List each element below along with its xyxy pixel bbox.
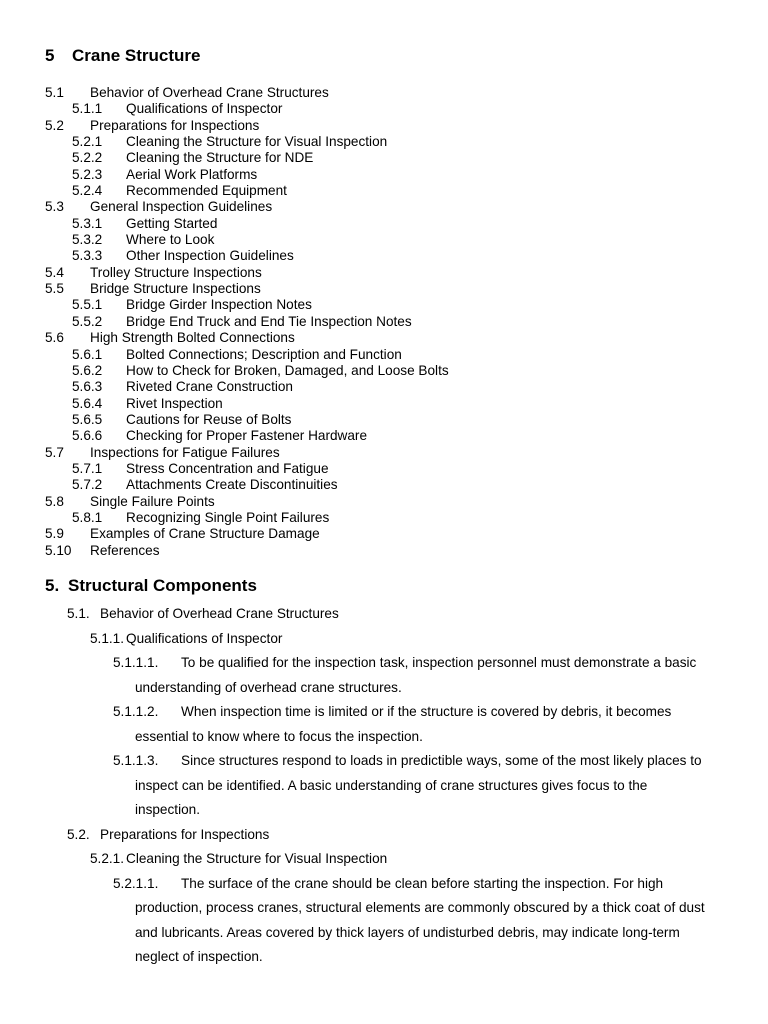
toc-entry-title: Stress Concentration and Fatigue bbox=[126, 460, 329, 476]
section-heading bbox=[45, 576, 257, 596]
toc-entry-title: How to Check for Broken, Damaged, and Loose Bolts bbox=[126, 362, 449, 378]
toc-entry-number: 5.7 bbox=[45, 444, 64, 460]
toc-entry-title: Other Inspection Guidelines bbox=[126, 248, 294, 264]
subsubsection-title: Qualifications of Inspector bbox=[126, 631, 283, 646]
toc-entry-number: 5.7.1 bbox=[72, 460, 103, 476]
toc-entry-number: 5.8 bbox=[45, 493, 64, 509]
toc-entry-number: 5.1.1 bbox=[72, 101, 103, 117]
paragraph-first-line bbox=[113, 876, 663, 891]
toc-entry-number: 5.7.2 bbox=[72, 477, 103, 493]
toc-heading-title: Crane Structure bbox=[72, 46, 201, 65]
toc-entry-title: Rivet Inspection bbox=[126, 395, 223, 411]
toc-entry-number: 5.3.3 bbox=[72, 248, 103, 264]
subsubsection-heading bbox=[90, 631, 282, 646]
paragraph-text: The surface of the crane should be clean before starting the inspection. For high bbox=[181, 876, 664, 891]
paragraph-line: neglect of inspection. bbox=[135, 949, 263, 964]
toc-entry-title: Single Failure Points bbox=[90, 493, 215, 509]
paragraph-line: production, process cranes, structural elements are commonly obscured by a thick coat of dust bbox=[135, 900, 705, 915]
paragraph-line: and lubricants. Areas covered by thick layers of undisturbed debris, may indicate long-term bbox=[135, 925, 680, 940]
toc-entry-title: Examples of Crane Structure Damage bbox=[90, 526, 320, 542]
paragraph-number: 5.1.1.2. bbox=[113, 704, 159, 719]
toc-entry-number: 5.3.2 bbox=[72, 232, 103, 248]
toc-entry-title: Bridge Structure Inspections bbox=[90, 281, 261, 297]
toc-entry-title: Cleaning the Structure for Visual Inspection bbox=[126, 134, 388, 150]
paragraph-first-line bbox=[113, 704, 671, 719]
toc-entry-title: Aerial Work Platforms bbox=[126, 166, 258, 182]
paragraph-line: essential to know where to focus the inspection. bbox=[135, 729, 423, 744]
toc-entry-number: 5.6.5 bbox=[72, 411, 103, 427]
toc-entry-number: 5.6.3 bbox=[72, 379, 103, 395]
toc-entry-number: 5.2 bbox=[45, 117, 64, 133]
toc-entry-number: 5.4 bbox=[45, 264, 64, 280]
toc-heading bbox=[45, 46, 200, 66]
toc-entry-title: Bridge End Truck and End Tie Inspection Notes bbox=[126, 313, 412, 329]
paragraph-first-line bbox=[113, 753, 702, 768]
toc-entry-number: 5.3.1 bbox=[72, 215, 103, 231]
toc-entry-number: 5.6.4 bbox=[72, 395, 103, 411]
toc-entry-title: Bridge Girder Inspection Notes bbox=[126, 297, 312, 313]
toc-entry-number: 5.6 bbox=[45, 330, 64, 346]
paragraph-number: 5.1.1.3. bbox=[113, 753, 159, 768]
toc-entry-number: 5.6.1 bbox=[72, 346, 103, 362]
paragraph-first-line bbox=[113, 655, 696, 670]
toc-entry-number: 5.1 bbox=[45, 85, 64, 100]
toc-entry-number: 5.6.6 bbox=[72, 428, 103, 444]
subsubsection-number: 5.2.1. bbox=[90, 851, 125, 866]
toc-entry-title: Checking for Proper Fastener Hardware bbox=[126, 428, 368, 444]
paragraph-text: When inspection time is limited or if the structure is covered by debris, it becomes bbox=[181, 704, 672, 719]
toc-entry-number: 5.5 bbox=[45, 281, 64, 297]
toc-entry-title: References bbox=[90, 542, 160, 558]
subsection-heading bbox=[67, 606, 339, 621]
subsection-number: 5.2. bbox=[67, 827, 90, 842]
toc-entry-title: Trolley Structure Inspections bbox=[90, 264, 262, 280]
paragraph-text: Since structures respond to loads in predictible ways, some of the most likely places to bbox=[181, 753, 702, 768]
toc-entry-title: Attachments Create Discontinuities bbox=[126, 477, 338, 493]
toc-entry-title: Behavior of Overhead Crane Structures bbox=[90, 85, 329, 100]
toc-entry-number: 5.3 bbox=[45, 199, 64, 215]
toc-entry-number: 5.6.2 bbox=[72, 362, 103, 378]
toc-entry-title: Where to Look bbox=[126, 232, 215, 248]
subsubsection-heading bbox=[90, 851, 387, 866]
toc-entry-number: 5.5.2 bbox=[72, 313, 103, 329]
toc-entry-number: 5.8.1 bbox=[72, 509, 103, 525]
subsection-title: Preparations for Inspections bbox=[100, 827, 270, 842]
toc-entry-number: 5.5.1 bbox=[72, 297, 103, 313]
paragraph-number: 5.1.1.1. bbox=[113, 655, 159, 670]
toc-entry-number: 5.9 bbox=[45, 526, 64, 542]
section-heading-number: 5. bbox=[45, 576, 60, 595]
toc-entry-title: General Inspection Guidelines bbox=[90, 199, 273, 215]
subsubsection-number: 5.1.1. bbox=[90, 631, 125, 646]
subsection-number: 5.1. bbox=[67, 606, 90, 621]
toc-entry-number: 5.2.3 bbox=[72, 166, 103, 182]
toc-entry-title: Riveted Crane Construction bbox=[126, 379, 293, 395]
toc-entry-title: Inspections for Fatigue Failures bbox=[90, 444, 280, 460]
toc-entry-title: Qualifications of Inspector bbox=[126, 101, 283, 117]
toc-entry-number: 5.2.4 bbox=[72, 183, 103, 199]
paragraph-line: understanding of overhead crane structures. bbox=[135, 680, 402, 695]
toc-entry-title: Cleaning the Structure for NDE bbox=[126, 150, 314, 166]
toc-entry-title: Getting Started bbox=[126, 215, 218, 231]
toc-entry-title: High Strength Bolted Connections bbox=[90, 330, 295, 346]
toc-entry-title: Bolted Connections; Description and Function bbox=[126, 346, 402, 362]
subsection-heading bbox=[67, 827, 269, 842]
toc-entry-number: 5.2.2 bbox=[72, 150, 103, 166]
paragraph-number: 5.2.1.1. bbox=[113, 876, 159, 891]
paragraph-text: To be qualified for the inspection task, inspection personnel must demonstrate a basic bbox=[181, 655, 697, 670]
subsubsection-title: Cleaning the Structure for Visual Inspection bbox=[126, 851, 388, 866]
toc-entry-number: 5.2.1 bbox=[72, 134, 103, 150]
toc-entry-number: 5.10 bbox=[45, 542, 72, 558]
toc-heading-number: 5 bbox=[45, 46, 55, 65]
section-heading-title: Structural Components bbox=[68, 576, 257, 595]
toc-entry-title: Recognizing Single Point Failures bbox=[126, 509, 330, 525]
toc-entry-title: Cautions for Reuse of Bolts bbox=[126, 411, 292, 427]
toc-entry-title: Recommended Equipment bbox=[126, 183, 287, 199]
subsection-title: Behavior of Overhead Crane Structures bbox=[100, 606, 339, 621]
paragraph-line: inspect can be identified. A basic understanding of crane structures gives focus to the bbox=[135, 778, 648, 793]
paragraph-line: inspection. bbox=[135, 802, 200, 817]
toc-entry-title: Preparations for Inspections bbox=[90, 117, 260, 133]
